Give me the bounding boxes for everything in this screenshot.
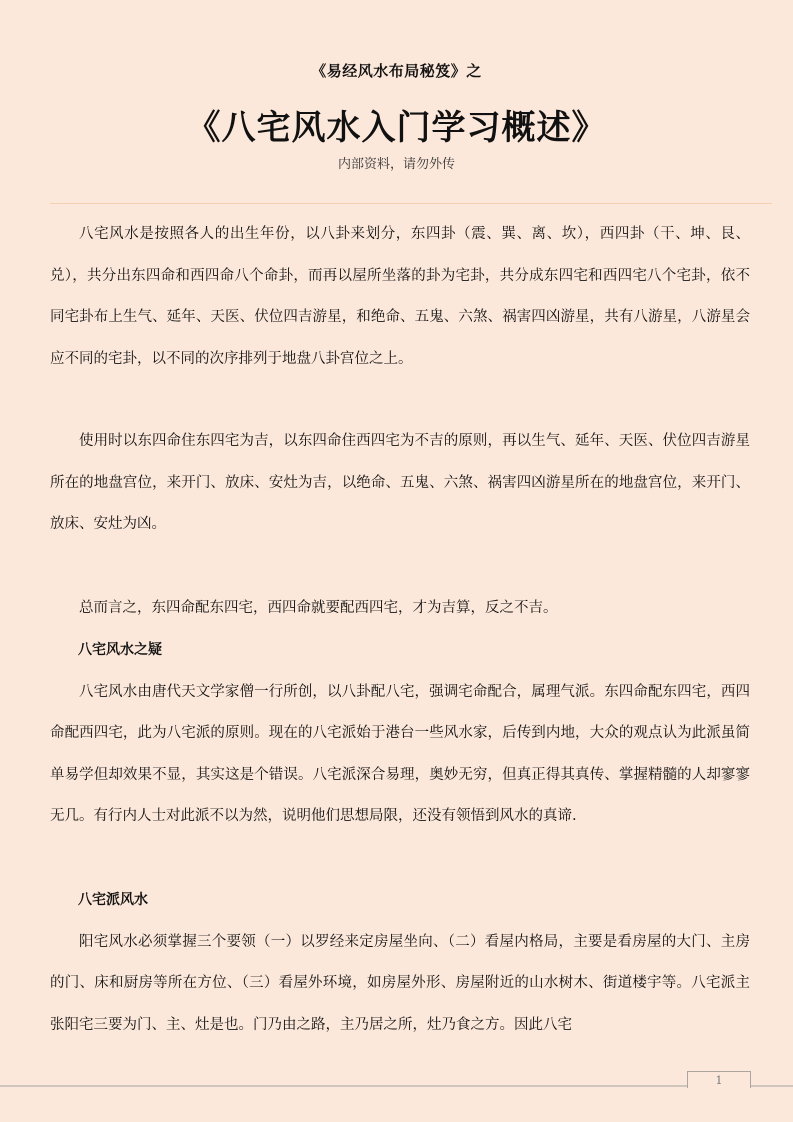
page-title: 《八宅风水入门学习概述》	[186, 108, 607, 148]
footer-divider	[0, 1085, 793, 1087]
paragraph: 使用时以东四命住东四宅为吉，以东四命住西四宅为不吉的原则，再以生气、延年、天医、伏位四吉游星所在的地盘宫位，来开门、放床、安灶为吉，以绝命、五鬼、六煞、祸害四凶游星所在的地盘宫位，来开门、放床、安灶为凶。	[50, 433, 750, 532]
paragraph: 八宅风水是按照各人的出生年份，以八卦来划分，东四卦（震、巽、离、坎），西四卦（干、坤、艮、兑），共分出东四命和西四命八个命卦，而再以屋所坐落的卦为宅卦，共分成东四宅和西四宅八个宅卦，依不同宅卦布上生气、延年、天医、伏位四吉游星，和绝命、五鬼、六煞、祸害四凶游星，共有八游星，八游星会应不同的宅卦，以不同的次序排列于地盘八卦宫位之上。	[50, 226, 750, 367]
paragraph-block-1	[50, 214, 750, 380]
paragraph-block-3	[50, 588, 750, 630]
paragraph: 总而言之，东四命配东四宅，西四命就要配西四宅，才为吉算，反之不吉。	[79, 600, 558, 616]
page-number: 1	[687, 1071, 751, 1088]
section-heading: 八宅派风水	[78, 892, 148, 908]
series-title: 《易经风水布局秘笈》之	[311, 62, 482, 80]
section-paragraph: 八宅风水由唐代天文学家僧一行所创，以八卦配八宅，强调宅命配合，属理气派。东四命配东四宅，西四命配西四宅，此为八宅派的原则。现在的八宅派始于港台一些风水家，后传到内地，大众的观点认为此派虽简单易学但却效果不显，其实这是个错误。八宅派深合易理，奥妙无穷，但真正得其真传、掌握精髓的人却寥寥无几。有行内人士对此派不以为然，说明他们思想局限，还没有领悟到风水的真谛.	[50, 683, 750, 824]
header-divider	[50, 203, 772, 204]
section-block-2	[50, 880, 750, 1046]
section-block-1	[50, 630, 750, 838]
section-paragraph: 阳宅风水必须掌握三个要领（一）以罗经来定房屋坐向、（二）看屋内格局，主要是看房屋的大门、主房的门、床和厨房等所在方位、（三）看屋外环境，如房屋外形、房屋附近的山水树木、街道楼宇等。八宅派主张阳宅三要为门、主、灶是也。门乃由之路，主乃居之所，灶乃食之方。因此八宅	[50, 933, 750, 1033]
subtitle: 内部资料，请勿外传	[337, 157, 455, 172]
section-heading: 八宅风水之疑	[78, 642, 162, 658]
paragraph-block-2	[50, 421, 750, 546]
